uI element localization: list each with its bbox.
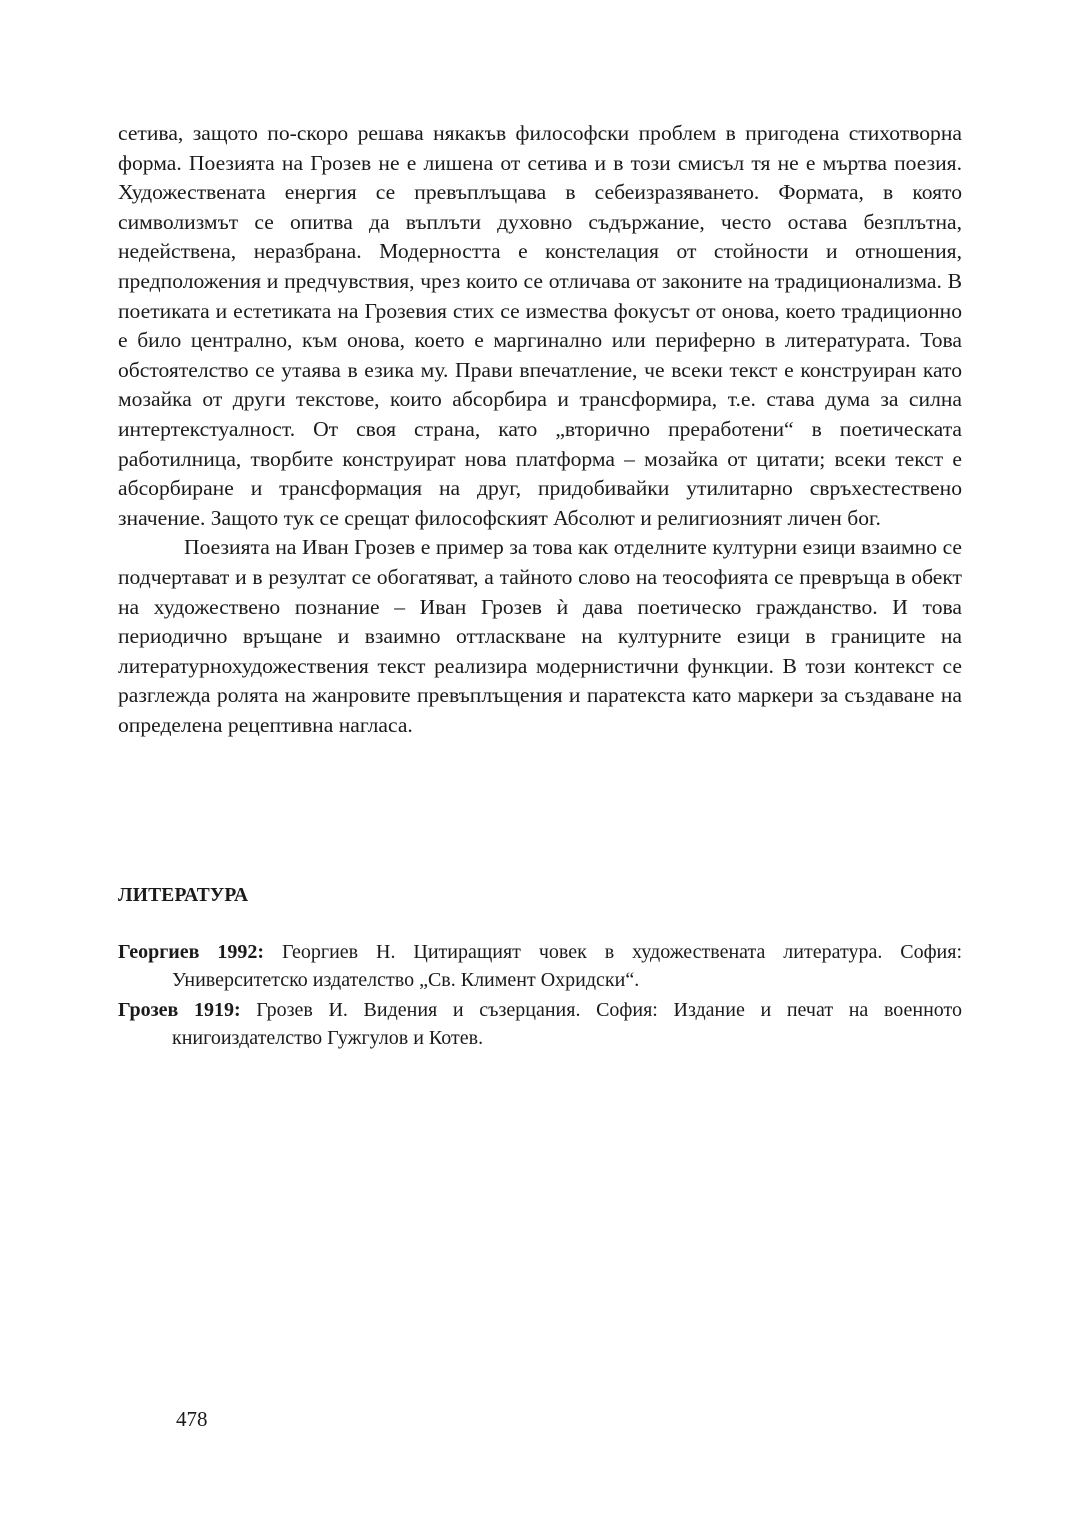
references-list: [118, 939, 962, 1055]
reference-key: Георгиев 1992:: [118, 941, 265, 963]
body-paragraph-1: сетива, защото по-скоро решава някакъв философски проблем в пригодена стихотворна форма. Поезията на Грозев не е лишена от сетива и в този смисъл тя не е мъртва поезия. Художествената енергия се превъплъщава в себеизразяването. Формата, в която символизмът се опитва да въплъти духовно съдържание, често остава безплътна, недействена, неразбрана. Модерността е констелация от стойности и отношения, предположения и предчувствия, чрез които се отличава от законите на традиционализма. В поетиката и естетиката на Грозевия стих се измества фокусът от онова, което традиционно е било централно, към онова, което е маргинално или периферно в литературата. Това обстоятелство се утаява в езика му. Прави впечатление, че всеки текст е конструиран като мозайка от други текстове, които абсорбира и трансформира, т.е. става дума за силна интертекстуалност. От своя страна, като „вторично преработени“ в поетическата работилница, творбите конструират нова платформа – мозайка от цитати; всеки текст е абсорбиране и трансформация на друг, придобивайки утилитарно свръхестествено значение. Защото тук се срещат философският Абсолют и религиозният личен бог.: [118, 121, 962, 530]
reference-text: Грозев И. Видения и съзерцания. София: Издание и печат на военното книгоиздателство Гужгулов и Котев.: [172, 999, 963, 1049]
body-paragraph-2: Поезията на Иван Грозев е пример за това как отделните културни езици взаимно се подчертават и в резултат се обогатяват, а тайното слово на теософията се превръща в обект на художествено познание – Иван Грозев ѝ дава поетическо гражданство. И това периодично връщане и взаимно оттласкване на културните езици в границите на литературнохудожествения текст реализира модернистични функции. В този контекст се разглежда ролята на жанровите превъплъщения и паратекста като маркери за създаване на определена рецептивна нагласа.: [118, 535, 962, 737]
page-content: [118, 119, 963, 1049]
page-number: 478: [176, 1407, 208, 1431]
reference-text: Георгиев Н. Цитиращият човек в художествената литература. София: Университетско издателство „Св. Климент Охридски“.: [172, 941, 962, 991]
references-heading: ЛИТЕРАТУРА: [118, 885, 249, 906]
reference-item-1: [118, 939, 962, 994]
reference-key: Грозев 1919:: [118, 999, 241, 1021]
reference-item-2: [118, 997, 962, 1052]
